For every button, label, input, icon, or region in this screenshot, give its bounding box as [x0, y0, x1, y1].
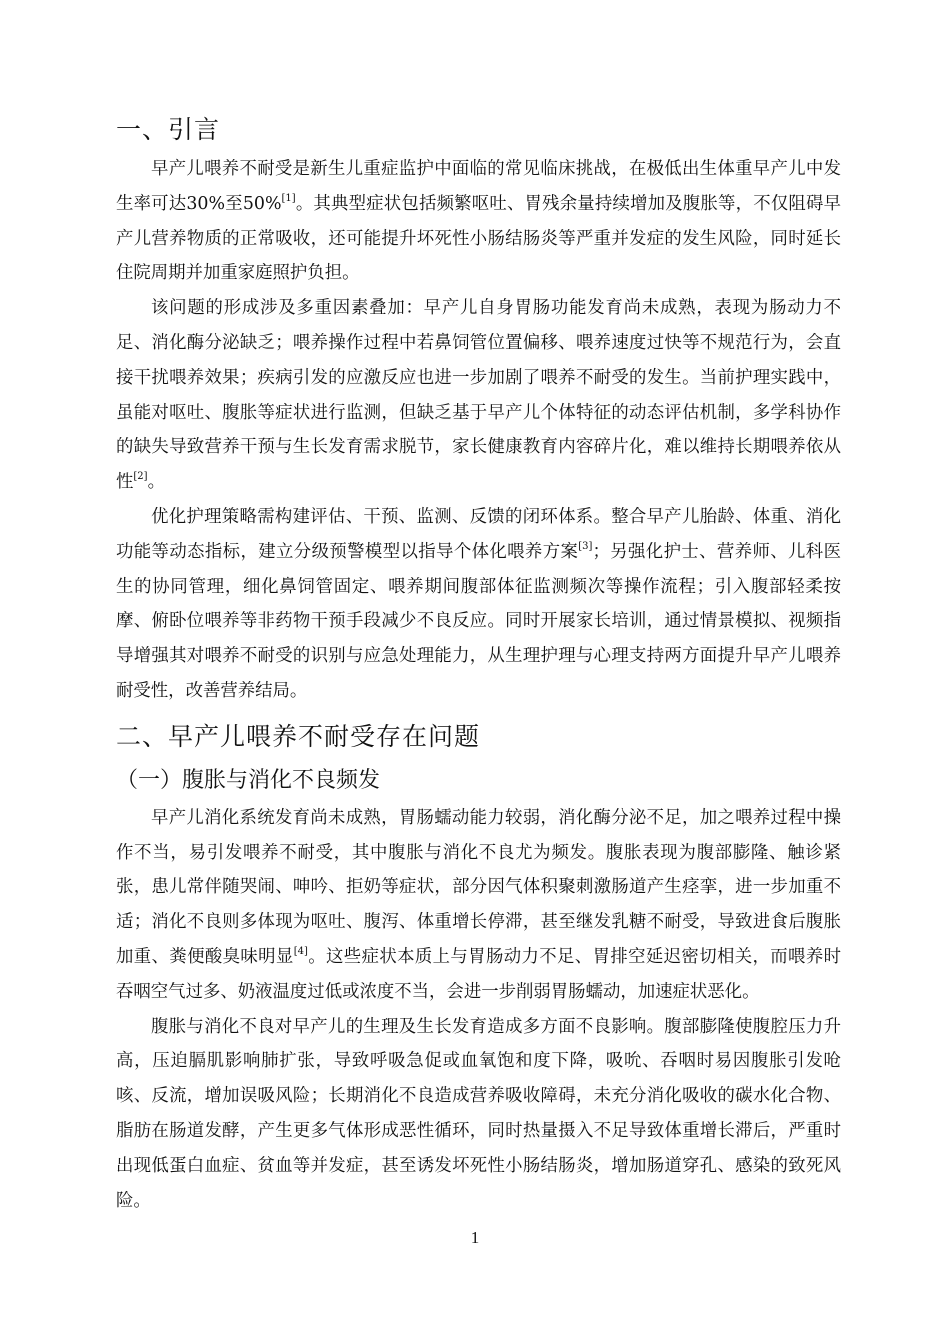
paragraph-text: 。这些症状本质上与胃肠动力不足、胃排空延迟密切相关，而喂养时吞咽空气过多、奶液温度过低或浓度不当，会进一步削弱胃肠蠕动，加速症状恶化。 — [116, 946, 841, 1002]
paragraph — [116, 291, 841, 500]
paragraph-text: 。其典型症状包括频繁呕吐、胃残余量持续增加及腹胀等，不仅阻碍早产儿营养物质的正常吸收，还可能提升坏死性小肠结肠炎等严重并发症的发生风险，同时延长住院周期并加重家庭照护负担。 — [116, 193, 841, 284]
paragraph: 腹胀与消化不良对早产儿的生理及生长发育造成多方面不良影响。腹部膨隆使腹腔压力升高，压迫膈肌影响肺扩张，导致呼吸急促或血氧饱和度下降，吸吮、吞咽时易因腹胀引发呛咳、反流，增加误吸风险；长期消化不良造成营养吸收障碍，未充分消化吸收的碳水化合物、脂肪在肠道发酵，产生更多气体形成恶性循环，同时热量摄入不足导致体重增长滞后，严重时出现低蛋白血症、贫血等并发症，甚至诱发坏死性小肠结肠炎，增加肠道穿孔、感染的致死风险。 — [116, 1016, 841, 1211]
paragraph-text: ；另强化护士、营养师、儿科医生的协同管理，细化鼻饲管固定、喂养期间腹部体征监测频次等操作流程；引入腹部轻柔按摩、俯卧位喂养等非药物干预手段减少不良反应。同时开展家长培训，通过情景模拟、视频指导增强其对喂养不耐受的识别与应急处理能力，从生理护理与心理支持两方面提升早产儿喂养耐受性，改善营养结局。 — [116, 541, 841, 701]
paragraph-text: 。 — [147, 472, 165, 493]
section-heading-introduction: 一、引言 — [116, 115, 221, 144]
paragraph-text: 早产儿消化系统发育尚未成熟，胃肠蠕动能力较弱，消化酶分泌不足，加之喂养过程中操作不当，易引发喂养不耐受，其中腹胀与消化不良尤为频发。腹胀表现为腹部膨隆、触诊紧张，患儿常伴随哭闹、呻吟、拒奶等症状，部分因气体积聚刺激肠道产生痉挛，进一步加重不适；消化不良则多体现为呕吐、腹泻、体重增长停滞，甚至继发乳糖不耐受，导致进食后腹胀加重、粪便酸臭味明显 — [116, 807, 841, 967]
citation-ref: [4] — [293, 945, 308, 957]
page-content — [116, 112, 841, 1218]
section-heading-problems: 二、早产儿喂养不耐受存在问题 — [116, 721, 481, 751]
paragraph-text: 早产儿喂养不耐受是新生儿重症监护中面临的常见临床挑战，在极低出生体重早产儿中发生率可达30%至50% — [116, 159, 841, 214]
citation-ref: [1] — [281, 192, 296, 204]
paragraph-text: 该问题的形成涉及多重因素叠加：早产儿自身胃肠功能发育尚未成熟，表现为肠动力不足、消化酶分泌缺乏；喂养操作过程中若鼻饲管位置偏移、喂养速度过快等不规范行为，会直接干扰喂养效果；疾病引发的应激反应也进一步加剧了喂养不耐受的发生。当前护理实践中，虽能对呕吐、腹胀等症状进行监测，但缺乏基于早产儿个体特征的动态评估机制，多学科协作的缺失导致营养干预与生长发育需求脱节，家长健康教育内容碎片化，难以维持长期喂养依从性 — [116, 298, 841, 493]
subsection-heading-bloating: （一）腹胀与消化不良频发 — [116, 767, 381, 793]
page-number: 1 — [470, 1228, 480, 1247]
paragraph-text: 优化护理策略需构建评估、干预、监测、反馈的闭环体系。整合早产儿胎龄、体重、消化功能等动态指标，建立分级预警模型以指导个体化喂养方案 — [116, 506, 841, 562]
paragraph — [116, 152, 841, 291]
citation-ref: [2] — [133, 471, 148, 483]
citation-ref: [3] — [578, 540, 593, 552]
paragraph — [116, 500, 841, 709]
paragraph — [116, 801, 841, 1010]
